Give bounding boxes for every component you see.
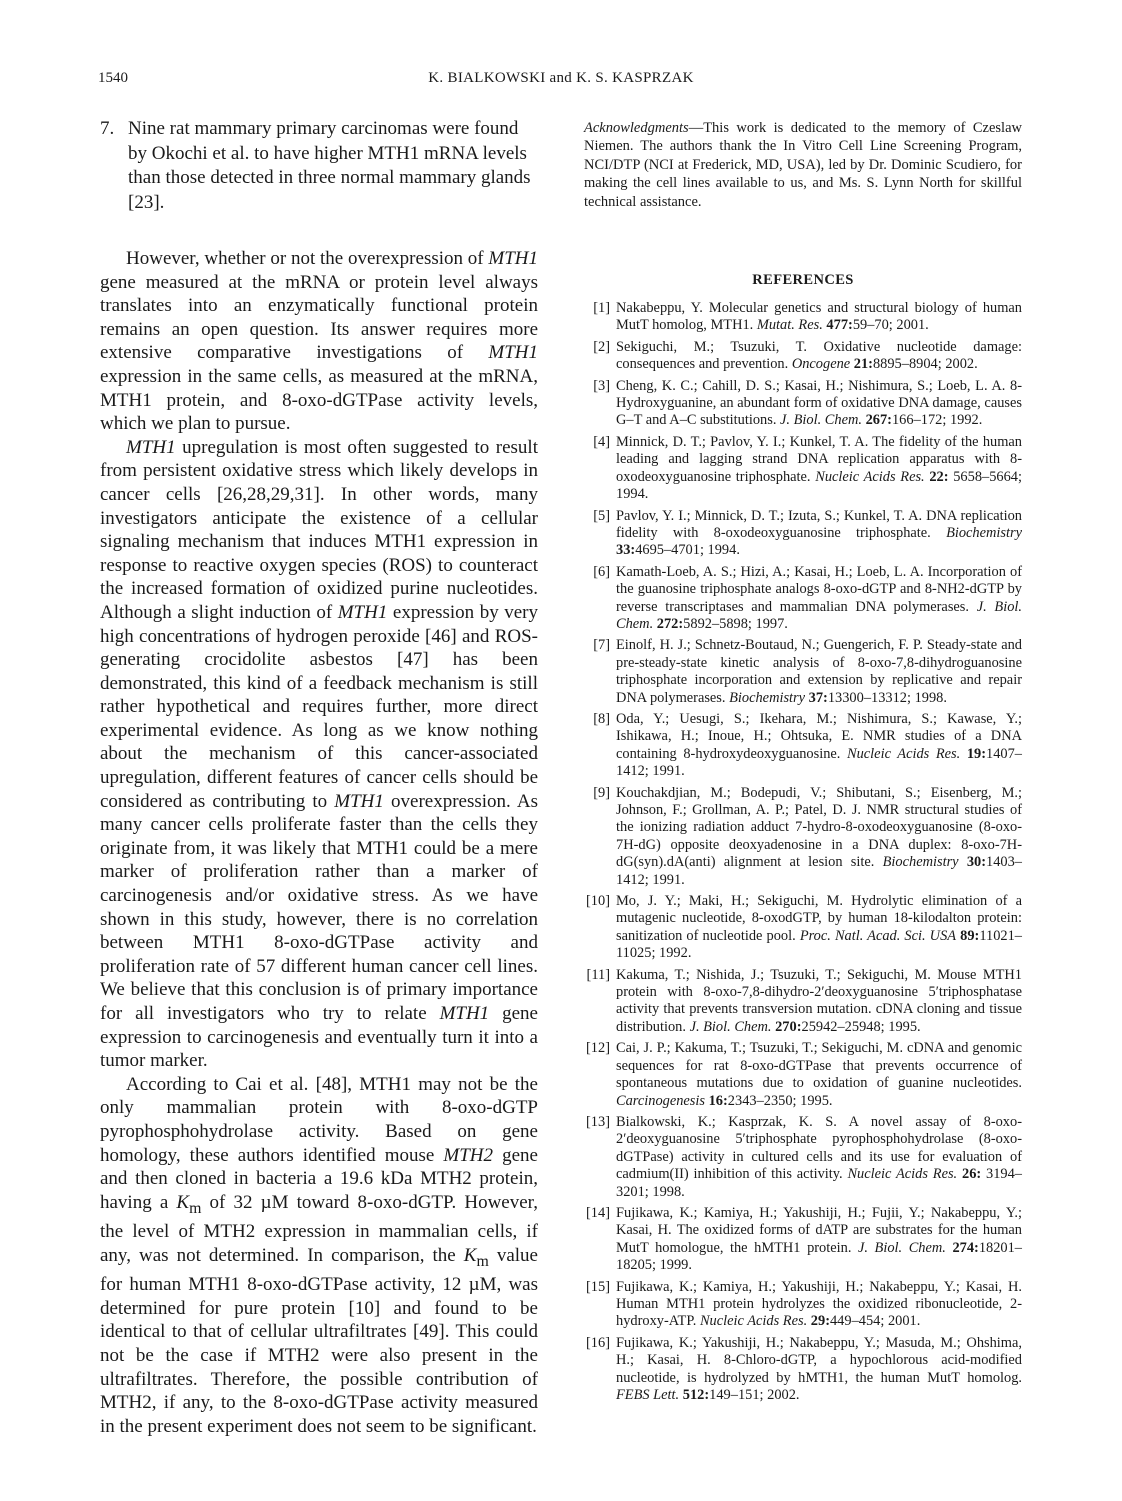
text-run: K xyxy=(463,1244,477,1266)
text-run: Nakabeppu, Y. Molecular genetics and structural biology of human MutT homolog, MTH1. xyxy=(616,300,1022,334)
text-run: Kouchakdjian, M.; Bodepudi, V.; Shibutani, S.; Eisenberg, M.; Johnson, F.; Grollman, A. P.; Patel, D. J. NMR structural studies of the ionizing radiation adduct 7-hydro-8-oxodeoxyguanosine (8-oxo-7H-dG) opposite deoxyadenosine in a DNA duplex: 8-oxo-7H-dG(syn).dA(anti) alignment at lesion site. xyxy=(616,784,1022,871)
reference-number: [10] xyxy=(586,893,610,910)
text-run: Mutat. Res. xyxy=(756,317,823,334)
text-run: 2343–2350; 1995. xyxy=(727,1092,833,1109)
text-run: MTH1 xyxy=(334,790,384,812)
text-run: Proc. Natl. Acad. Sci. USA xyxy=(799,927,957,944)
text-run: Minnick, D. T.; Pavlov, Y. I.; Kunkel, T. A. The fidelity of the human leading and lagging strand DNA replication apparatus with 8-oxodeoxyguanosine triphosphate. xyxy=(616,433,1022,485)
references-heading: REFERENCES xyxy=(752,272,854,289)
text-run: Fujikawa, K.; Kamiya, H.; Yakushiji, H.; Nakabeppu, Y.; Kasai, H. Human MTH1 protein hydrolyzes the oxidized ribonucleotide, 2-hydroxy-ATP. xyxy=(616,1278,1022,1330)
text-run xyxy=(960,746,967,762)
text-run: Cheng, K. C.; Cahill, D. S.; Kasai, H.; Nishimura, S.; Loeb, L. A. 8-Hydroxyguanine, an abundant form of oxidative DNA damage, causes G–T and A–C substitutions. xyxy=(616,377,1022,429)
item-text: Nine rat mammary primary carcinomas were found by Okochi et al. to have higher MTH1 mRNA levels than those detected in three normal mammary glands [23]. xyxy=(128,118,531,213)
reference-number: [15] xyxy=(586,1278,610,1295)
text-run: Sekiguchi, M.; Tsuzuki, T. Oxidative nucleotide damage: consequences and prevention. xyxy=(616,338,1022,373)
reference-number: [13] xyxy=(586,1113,610,1130)
text-run: 1403–1412; 1991. xyxy=(616,854,1022,888)
text-run: 25942–25948; 1995. xyxy=(801,1018,921,1035)
text-run: 18201–18205; 1999. xyxy=(616,1239,1022,1274)
text-run: expression by very high concentrations of hydrogen peroxide [46] and ROS-generating crocidolite asbestos [47] has been demonstrated, this kind of a feedback mechanism is still rather hypothetical and requires further, more direct experimental evidence. As long as we know nothing about the mechanism of this cancer-associated upregulation, different features of cancer cells should be considered as contributing to xyxy=(100,601,538,812)
text-run: gene expression to carcinogenesis and eventually turn it into a tumor marker. xyxy=(100,1003,538,1072)
text-run: 8895–8904; 2002. xyxy=(872,356,978,373)
acknowledgments xyxy=(584,119,1022,211)
acknowledgments-text: —This work is dedicated to the memory of Czeslaw Niemen. The authors thank the In Vitro Cell Line Screening Program, NCI/DTP (NCI at Frederick, MD, USA), led by Dr. Dominic Scudiero, for making the cell lines available to us, and Ms. S. Lynn North for skillful technical assistance. xyxy=(584,120,1022,210)
running-header-authors: K. BIALKOWSKI and K. S. KASPRZAK xyxy=(428,70,694,86)
text-run: expression in the same cells, as measured at the mRNA, MTH1 protein, and 8-oxo-dGTPase activity levels, which we plan to pursue. xyxy=(100,365,538,435)
text-run: J. Biol. Chem. xyxy=(780,412,862,429)
reference-number: [9] xyxy=(593,784,610,801)
text-run: 267: xyxy=(865,412,892,429)
reference-number: [4] xyxy=(593,433,610,450)
text-run: Mo, J. Y.; Maki, H.; Sekiguchi, M. Hydrolytic elimination of a mutagenic nucleotide, 8-oxodGTP, by human 18-kilodalton protein: sanitization of nucleotide pool. xyxy=(616,893,1022,944)
text-run: value for human MTH1 8-oxo-dGTPase activity, 12 µM, was determined for pure protein [10] and found to be identical to that of cellular ultrafiltrates [49]. This could not be the case if MTH2 were also present in the ultrafiltrates. Therefore, the possible contribution of MTH2, if any, to the 8-oxo-dGTPase activity measured in the present experiment does not seem to be significant. xyxy=(100,1244,538,1437)
text-run: 3194–3201; 1998. xyxy=(616,1166,1022,1200)
text-run: 449–454; 2001. xyxy=(829,1313,921,1330)
reference-text xyxy=(616,434,1022,504)
reference-item xyxy=(584,1335,1022,1405)
reference-item xyxy=(584,967,1022,1037)
reference-item xyxy=(584,564,1022,634)
text-run: 22: xyxy=(929,468,949,485)
text-run: overexpression. As many cancer cells proliferate faster than the cells they originate from, it was likely that MTH1 could be a mere marker of proliferation rather than a marker of carcinogenesis and/or oxidative stress. As we have shown in this study, however, there is no correlation between MTH1 8-oxo-dGTPase activity and proliferation rate of 57 different human cancer cell lines. We believe that this conclusion is of primary importance for all investigators who try to relate xyxy=(100,790,538,1024)
reference-item xyxy=(584,434,1022,504)
text-run: MTH1 xyxy=(126,436,176,458)
reference-number: [14] xyxy=(586,1204,610,1221)
text-run: 29: xyxy=(810,1313,830,1330)
text-run: m xyxy=(476,1252,489,1270)
text-run: 37: xyxy=(808,689,828,706)
text-run: Oncogene xyxy=(791,356,851,373)
text-run: J. Biol. Chem. xyxy=(616,598,1022,632)
reference-item xyxy=(584,637,1022,707)
text-run: 30: xyxy=(966,854,987,871)
text-run: MTH2 xyxy=(443,1144,494,1166)
text-run: However, whether or not the overexpression of xyxy=(126,248,489,269)
acknowledgments-label: Acknowledgments xyxy=(584,120,689,136)
body-paragraph xyxy=(100,436,538,1073)
text-run: FEBS Lett. xyxy=(616,1387,680,1403)
reference-text xyxy=(616,1279,1022,1331)
reference-text xyxy=(616,967,1022,1037)
text-run: of 32 µM toward 8-oxo-dGTP. However, the level of MTH2 expression in mammalian cells, if any, was not determined. In comparison, the xyxy=(100,1191,538,1266)
text-run: Carcinogenesis xyxy=(616,1092,705,1109)
text-run: MTH1 xyxy=(337,601,388,623)
reference-number: [12] xyxy=(586,1040,610,1057)
reference-item xyxy=(584,378,1022,430)
text-run: Kamath-Loeb, A. S.; Hizi, A.; Kasai, H.; Loeb, L. A. Incorporation of the guanosine triphosphate analogs 8-oxo-dGTP and 8-NH2-dGTP by reverse transcriptases and mammalian DNA polymerases. xyxy=(616,563,1022,615)
reference-item xyxy=(584,300,1022,335)
text-run: Biochemistry xyxy=(729,689,806,706)
text-run: Nucleic Acids Res. xyxy=(815,468,925,485)
text-run: Fujikawa, K.; Kamiya, H.; Yakushiji, H.; Fujii, Y.; Nakabeppu, Y.; Kasai, H. The oxidized forms of dATP are substrates for the human MutT homologue, the hMTH1 protein. xyxy=(616,1204,1022,1256)
text-run: 33: xyxy=(616,542,636,559)
text-run: Nucleic Acids Res. xyxy=(847,745,961,762)
reference-item xyxy=(584,1205,1022,1275)
body-paragraph xyxy=(100,247,538,436)
text-run: 5658–5664; 1994. xyxy=(616,468,1022,503)
left-column xyxy=(100,117,538,1438)
text-run: upregulation is most often suggested to result from persistent oxidative stress which likely develops in cancer cells [26,28,29,31]. In other words, many investigators anticipate the existence of a cellular signaling mechanism that induces MTH1 expression in response to reactive oxygen species (ROS) to counteract the increased formation of oxidized purine nucleotides. Although a slight induction of xyxy=(100,436,538,623)
text-run: m xyxy=(189,1199,202,1217)
text-run: 149–151; 2002. xyxy=(709,1387,800,1403)
reference-number: [7] xyxy=(593,637,610,654)
text-run: K xyxy=(176,1191,190,1213)
reference-number: [3] xyxy=(593,377,610,394)
reference-text xyxy=(616,893,1022,963)
text-run: According to Cai et al. [48], MTH1 may not be the only mammalian protein with 8-oxo-dGTP pyrophosphohydrolase activity. Based on gene homology, these authors identified mouse xyxy=(100,1073,538,1166)
reference-item xyxy=(584,508,1022,560)
text-run: 512: xyxy=(682,1387,710,1403)
text-run: gene measured at the mRNA or protein level always translates into an enzymatically functional protein remains an open question. Its answer requires more extensive comparative investigations of xyxy=(100,271,538,364)
reference-item xyxy=(584,1279,1022,1331)
reference-text xyxy=(616,785,1022,889)
reference-number: [6] xyxy=(593,563,610,580)
reference-text xyxy=(616,339,1022,374)
text-run: 4695–4701; 1994. xyxy=(635,542,740,559)
numbered-item-7 xyxy=(100,117,538,215)
reference-number: [1] xyxy=(593,300,610,317)
reference-text xyxy=(616,1205,1022,1275)
text-run: Biochemistry xyxy=(882,854,959,871)
text-run: MTH1 xyxy=(439,1003,490,1024)
reference-item xyxy=(584,1114,1022,1201)
item-number: 7. xyxy=(100,118,115,139)
text-run: Oda, Y.; Uesugi, S.; Ikehara, M.; Nishimura, S.; Kawase, Y.; Ishikawa, H.; Inoue, H.; Ohtsuka, E. NMR studies of a DNA containing 8-hydroxydeoxyguanosine. xyxy=(616,710,1022,762)
text-run: Bialkowski, K.; Kasprzak, K. S. A novel assay of 8-oxo-2′deoxyguanosine 5′triphosphate pyrophosphohydrolase (8-oxo-dGTPase) activity in cultured cells and its use for evaluation of cadmium(II) inhibition of this activity. xyxy=(616,1113,1022,1183)
text-run: 89: xyxy=(960,927,980,944)
text-run: 477: xyxy=(826,317,853,334)
reference-text xyxy=(616,378,1022,430)
reference-item xyxy=(584,893,1022,963)
text-run: 11021–11025; 1992. xyxy=(616,927,1022,962)
text-run: 1407–1412; 1991. xyxy=(616,745,1022,780)
reference-item xyxy=(584,1040,1022,1110)
text-run: MTH1 xyxy=(488,248,538,269)
reference-item xyxy=(584,785,1022,889)
text-run: gene and then cloned in bacteria a 19.6 kDa MTH2 protein, having a xyxy=(100,1144,538,1213)
reference-text xyxy=(616,300,1022,335)
reference-text xyxy=(616,1114,1022,1201)
text-run: Cai, J. P.; Kakuma, T.; Tsuzuki, T.; Sekiguchi, M. cDNA and genomic sequences for rat 8-oxo-dGTPase that prevents occurrence of spontaneous mutations due to oxidation of guanine nucleotides. xyxy=(616,1040,1022,1092)
body-paragraph xyxy=(100,1073,538,1439)
text-run: 21: xyxy=(853,356,873,373)
reference-number: [2] xyxy=(593,338,610,355)
text-run: 59–70; 2001. xyxy=(852,317,929,334)
reference-text xyxy=(616,637,1022,707)
text-run: Nucleic Acids Res. xyxy=(699,1313,808,1330)
text-run: 19: xyxy=(966,745,987,762)
text-run: 26: xyxy=(962,1166,982,1183)
text-run: MTH1 xyxy=(488,342,538,364)
text-run: 16: xyxy=(708,1092,728,1109)
text-run: Biochemistry xyxy=(946,524,1022,541)
page-number: 1540 xyxy=(98,70,128,86)
text-run: 272: xyxy=(656,615,684,632)
reference-item xyxy=(584,339,1022,374)
reference-number: [8] xyxy=(593,710,610,727)
text-run: J. Biol. Chem. xyxy=(858,1239,946,1256)
reference-number: [16] xyxy=(586,1334,610,1351)
reference-list xyxy=(584,300,1022,1404)
text-run: Kakuma, T.; Nishida, J.; Tsuzuki, T.; Sekiguchi, M. Mouse MTH1 protein with 8-oxo-7,8-dihydro-2′deoxyguanosine 5′triphosphatase activity that prevents transversion mutation. cDNA cloning and tissue distribution. xyxy=(616,966,1022,1035)
text-run: J. Biol. Chem. xyxy=(689,1018,772,1035)
reference-text xyxy=(616,564,1022,634)
reference-number: [11] xyxy=(586,966,610,983)
text-run: 13300–13312; 1998. xyxy=(827,689,947,706)
text-run: Fujikawa, K.; Yakushiji, H.; Nakabeppu, Y.; Masuda, M.; Ohshima, H.; Kasai, H. 8-Chloro-dGTP, a hypochlorous acid-modified nucleotide, is hydrolyzed by hMTH1, the human MutT homolog. xyxy=(616,1334,1022,1386)
text-run: Nucleic Acids Res. xyxy=(847,1166,958,1183)
reference-text xyxy=(616,711,1022,781)
text-run: Einolf, H. J.; Schnetz-Boutaud, N.; Guengerich, F. P. Steady-state and pre-steady-state kinetic analysis of 8-oxo-7,8-dihydroguanosine triphosphate incorporation and extension by replicative and repair DNA polymerases. xyxy=(616,637,1022,706)
text-run xyxy=(959,854,967,870)
reference-number: [5] xyxy=(593,507,610,524)
reference-text xyxy=(616,508,1022,560)
text-run: 274: xyxy=(952,1239,979,1256)
text-run: 166–172; 1992. xyxy=(891,412,983,429)
reference-text xyxy=(616,1335,1022,1405)
text-run: Pavlov, Y. I.; Minnick, D. T.; Izuta, S.; Kunkel, T. A. DNA replication fidelity with 8-oxodeoxyguanosine triphosphate. xyxy=(616,507,1022,541)
reference-item xyxy=(584,711,1022,781)
right-column xyxy=(584,119,1022,1408)
text-run: 5892–5898; 1997. xyxy=(683,615,788,632)
text-run: 270: xyxy=(775,1018,802,1035)
reference-text xyxy=(616,1040,1022,1110)
body-paragraphs xyxy=(100,247,538,1438)
